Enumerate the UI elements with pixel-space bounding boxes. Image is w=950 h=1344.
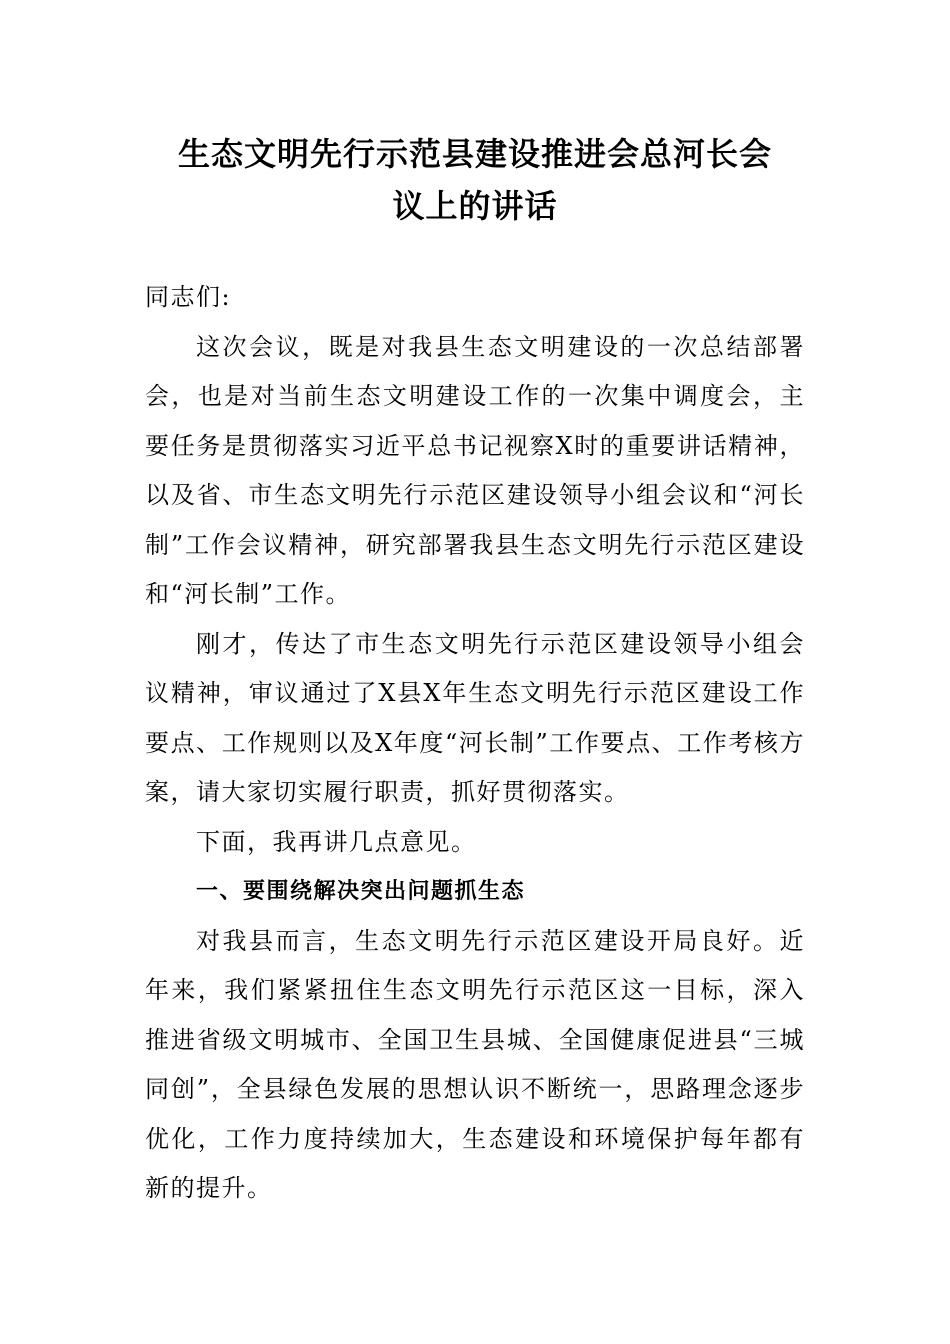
- title-line-2: 议上的讲话: [392, 187, 558, 225]
- section-paragraph: 对我县而言，生态文明先行示范区建设开局良好。近年来，我们紧紧扭住生态文明先行示范区这一目标，深入推进省级文明城市、全国卫生县城、全国健康促进县“三城同创”，全县绿色发展的思想认识不断统一，思路理念逐步优化，工作力度持续加大，生态建设和环境保护每年都有新的提升。: [145, 926, 805, 1202]
- title-line-1: 生态文明先行示范县建设推进会总河长会: [177, 135, 772, 173]
- paragraph-2: 刚才，传达了市生态文明先行示范区建设领导小组会议精神，审议通过了X县X年生态文明先行示范区建设工作要点、工作规则以及X年度“河长制”工作要点、工作考核方案，请大家切实履行职责，抓好贯彻落实。: [145, 629, 805, 806]
- salutation: 同志们:: [145, 283, 232, 311]
- paragraph-1: 这次会议，既是对我县生态文明建设的一次总结部署会，也是对当前生态文明建设工作的一次集中调度会，主要任务是贯彻落实习近平总书记视察X时的重要讲话精神，以及省、市生态文明先行示范区建设领导小组会议和“河长制”工作会议精神，研究部署我县生态文明先行示范区建设和“河长制”工作。: [145, 332, 805, 608]
- paragraph-3: 下面，我再讲几点意见。: [196, 827, 477, 856]
- document-title: [145, 128, 805, 232]
- document-body: [145, 273, 805, 1214]
- section-heading: 一、要围绕解决突出问题抓生态: [196, 879, 526, 904]
